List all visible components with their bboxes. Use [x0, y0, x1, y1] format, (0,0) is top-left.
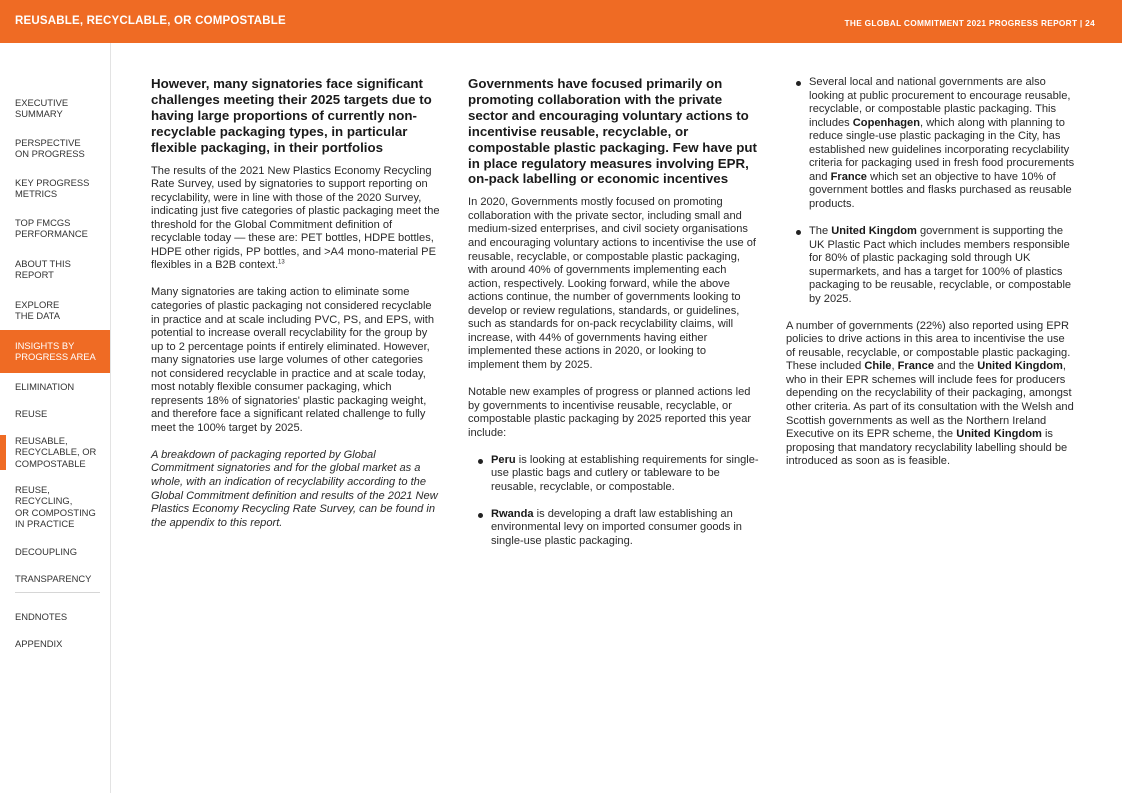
nav-divider	[15, 592, 100, 593]
nav-explore-the-data[interactable]: EXPLORE THE DATA	[15, 299, 60, 322]
col2-paragraph-1: In 2020, Governments mostly focused on promoting collaboration with the private sector, including small and medium-sized enterprises, and civil society organisations and encouraging voluntary actions to incentivise the use of reusable, recyclable, or compostable plastic packaging, with around 40% of governments implementing each action, respectively. Looking forward, while the above actions continue, the number of governments looking to develop or review regulations, standards, or guidelines, such as standards for on-pack recyclability claims, will increase, with 44% of governments having either implemented these actions in 2020, or looking to implement them by 2025.	[468, 196, 757, 371]
col3-bullet-list	[786, 76, 1076, 306]
nav-appendix[interactable]: APPENDIX	[15, 638, 63, 649]
bullet-public-procurement: Several local and national governments are also looking at public procurement to encourage reusable, recyclable, or compostable plastic packaging. This includes Copenhagen, which along with planning to reduce single-use plastic packaging in the City, has established new guidelines incorporating recyclability criteria for packaging used in fresh food procurements and France which set an objective to have 10% of government bottles and flasks purchased as reusable products.	[786, 76, 1076, 211]
col2-bullet-list	[468, 454, 760, 549]
col3-paragraph-epr: A number of governments (22%) also reported using EPR policies to drive actions in this area to incentivise the use of reusable, recyclable, or compostable plastic packaging. These included Chile, France and the United Kingdom, who in their EPR schemes will include fees for producers depending on the recyclability of their packaging, amongst other criteria. As part of its consultation with the Welsh and Scottish governments as well as the Northern Ireland Executive on its EPR scheme, the United Kingdom is proposing that mandatory recyclability labelling should be introduced as soon as is feasible.	[786, 319, 1074, 468]
nav-top-fmcgs-performance[interactable]: TOP FMCGS PERFORMANCE	[15, 217, 88, 240]
header-bar	[0, 0, 1122, 43]
nav-endnotes[interactable]: ENDNOTES	[15, 611, 68, 622]
nav-perspective-on-progress[interactable]: PERSPECTIVE ON PROGRESS	[15, 137, 85, 160]
col1-heading: However, many signatories face significant challenges meeting their 2025 targets due to having large proportions of currently non-recyclable packaging types, in particular flexible packaging, in their portfolios	[151, 76, 432, 155]
col1-paragraph-3: A breakdown of packaging reported by Global Commitment signatories and for the global market as a whole, with an indication of recyclability according to the Global Commitment definition and results of the 2021 New Plastics Economy Recycling Rate Survey, can be found in the appendix to this report.	[151, 448, 438, 529]
column-3	[786, 76, 1076, 482]
column-2	[468, 76, 760, 562]
sidebar-nav	[0, 43, 111, 793]
nav-transparency[interactable]: TRANSPARENCY	[15, 573, 92, 584]
col1-paragraph-2: Many signatories are taking action to eliminate some categories of plastic packaging not considered recyclable in practice and at scale including PVC, PS, and EPS, with potential to increase overall recyclability for the group by up to 2 percentage points if entirely eliminated. However, many signatories use large volumes of other categories not considered recyclable in practice and at scale today, most notably flexible consumer packaging, which represents 18% of signatories' plastic packaging weight, and therefore face a significant related challenge to fully meet the 100% target by 2025.	[151, 286, 435, 434]
section-title: REUSABLE, RECYCLABLE, OR COMPOSTABLE	[15, 15, 286, 27]
nav-elimination[interactable]: ELIMINATION	[15, 381, 75, 392]
nav-about-this-report[interactable]: ABOUT THIS REPORT	[15, 258, 71, 281]
nav-key-progress-metrics[interactable]: KEY PROGRESS METRICS	[15, 177, 90, 200]
report-title-page-number: THE GLOBAL COMMITMENT 2021 PROGRESS REPORT | 24	[844, 18, 1095, 28]
active-section-marker	[0, 435, 6, 470]
bullet-united-kingdom: The United Kingdom government is supporting the UK Plastic Pact which includes members responsible for 80% of plastic packaging sold through UK supermarkets, and has a target for 100% of plastics packaging to be reusable, recyclable, or compostable by 2025.	[786, 225, 1076, 306]
nav-executive-summary[interactable]: EXECUTIVE SUMMARY	[15, 97, 69, 120]
column-1	[151, 76, 441, 544]
nav-reuse-recycling-composting[interactable]: REUSE, RECYCLING, OR COMPOSTING IN PRACTICE	[15, 484, 96, 529]
nav-reuse[interactable]: REUSE	[15, 408, 48, 419]
col2-paragraph-2: Notable new examples of progress or planned actions led by governments to incentivise reusable, recyclable, or compostable plastic packaging by 2025 reported this year include:	[468, 385, 752, 439]
col1-paragraph-1: The results of the 2021 New Plastics Economy Recycling Rate Survey, used by signatories to support reporting on recyclability, were in line with those of the 2020 Survey, indicating just five categories of plastic packaging meet the threshold for the Global Commitment definition of recyclable today — these are: PET bottles, HDPE bottles, HDPE other rigids, PP bottles, and >A4 mono-material PE flexibles in a B2B context.$^{13}$	[151, 164, 440, 272]
nav-decoupling[interactable]: DECOUPLING	[15, 546, 77, 557]
col2-heading: Governments have focused primarily on promoting collaboration with the private sector and encouraging voluntary actions to incentivise reusable, recyclable, or compostable plastic packaging. Few have put in place regulatory measures involving EPR, on-pack labelling or economic incentives	[468, 76, 757, 187]
bullet-peru: Peru is looking at establishing requirements for single-use plastic bags and cutlery or tableware to be reusable, recyclable, or compostable.	[468, 454, 760, 495]
footnote-ref[interactable]: 13	[278, 259, 285, 266]
nav-reusable-recyclable-compostable[interactable]: REUSABLE, RECYCLABLE, OR COMPOSTABLE	[15, 435, 97, 469]
nav-insights-by-progress-area[interactable]: INSIGHTS BY PROGRESS AREA	[0, 330, 110, 373]
bullet-rwanda: Rwanda is developing a draft law establishing an environmental levy on imported consumer goods in single-use plastic packaging.	[468, 508, 760, 549]
